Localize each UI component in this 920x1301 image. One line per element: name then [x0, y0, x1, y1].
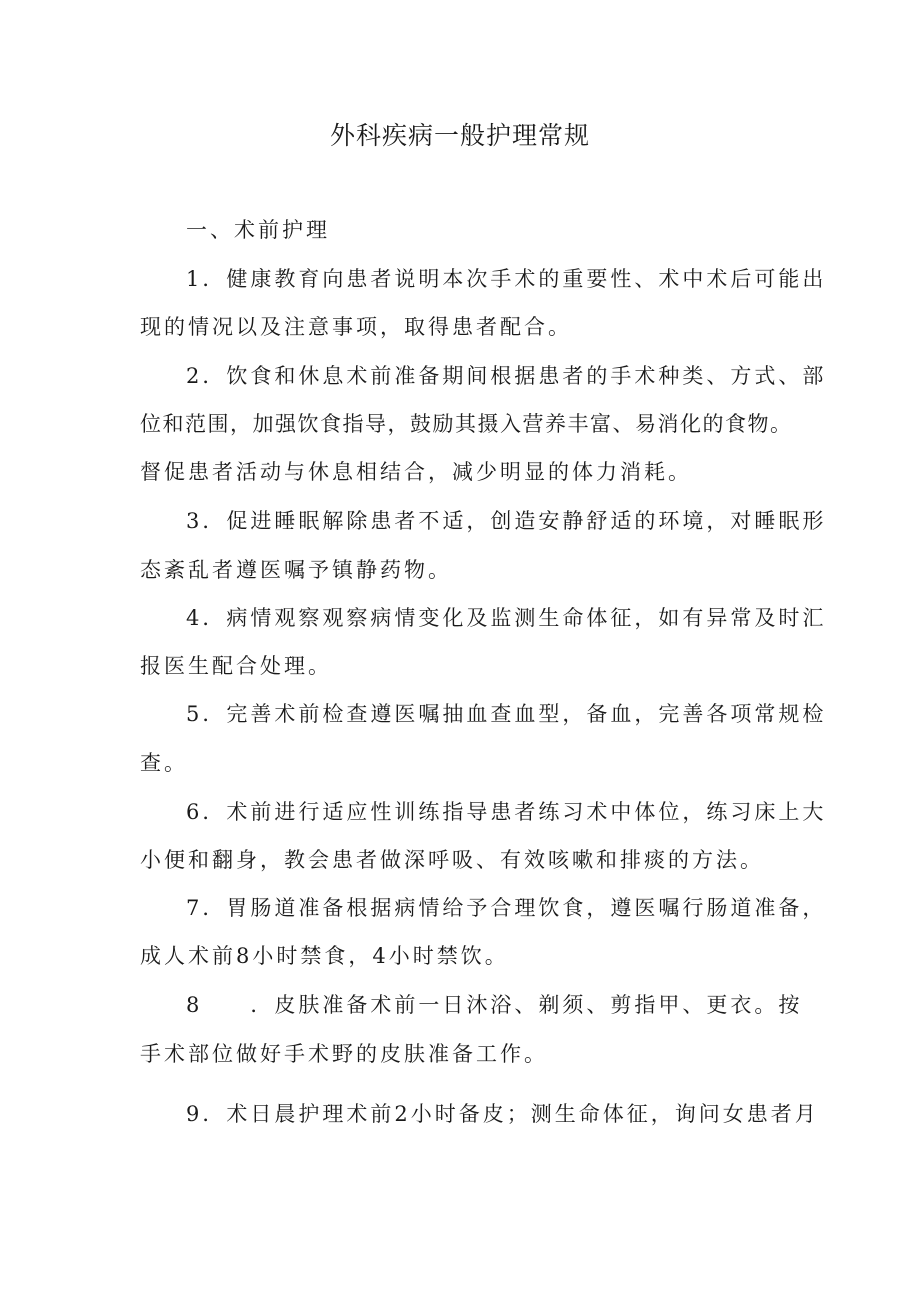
paragraph-line: 2．饮食和休息术前准备期间根据患者的手术种类、方式、部 [186, 364, 827, 388]
paragraph-line: 位和范围，加强饮食指导，鼓励其摄入营养丰富、易消化的食物。 [140, 412, 793, 436]
paragraph-line: 8 ．皮肤准备术前一日沐浴、剃须、剪指甲、更衣。按 [186, 993, 803, 1017]
paragraph-line: 查。 [140, 751, 188, 775]
paragraph-line: 报医生配合处理。 [140, 654, 332, 678]
paragraph-line: 4．病情观察观察病情变化及监测生命体征，如有异常及时汇 [186, 606, 827, 630]
document-title: 外科疾病一般护理常规 [329, 121, 590, 150]
paragraph-line: 态紊乱者遵医嘱予镇静药物。 [140, 558, 452, 582]
paragraph-line: 1．健康教育向患者说明本次手术的重要性、术中术后可能出 [186, 267, 827, 291]
paragraph-line: 6．术前进行适应性训练指导患者练习术中体位，练习床上大 [186, 800, 827, 824]
section-heading: 一、术前护理 [186, 218, 330, 242]
paragraph-line: 7．胃肠道准备根据病情给予合理饮食，遵医嘱行肠道准备， [186, 896, 827, 920]
paragraph-line: 小便和翻身，教会患者做深呼吸、有效咳嗽和排痰的方法。 [140, 848, 764, 872]
paragraph-line: 成人术前8小时禁食，4小时禁饮。 [140, 944, 509, 968]
paragraph-line: 3．促进睡眠解除患者不适，创造安静舒适的环境，对睡眠形 [186, 509, 827, 533]
paragraph-line: 手术部位做好手术野的皮肤准备工作。 [140, 1042, 548, 1066]
paragraph-line: 现的情况以及注意事项，取得患者配合。 [140, 315, 572, 339]
paragraph-line: 5．完善术前检查遵医嘱抽血查血型，备血，完善各项常规检 [186, 702, 827, 726]
paragraph-line: 督促患者活动与休息相结合，减少明显的体力消耗。 [140, 460, 692, 484]
paragraph-line: 9．术日晨护理术前2小时备皮；测生命体征，询问女患者月 [186, 1102, 819, 1126]
